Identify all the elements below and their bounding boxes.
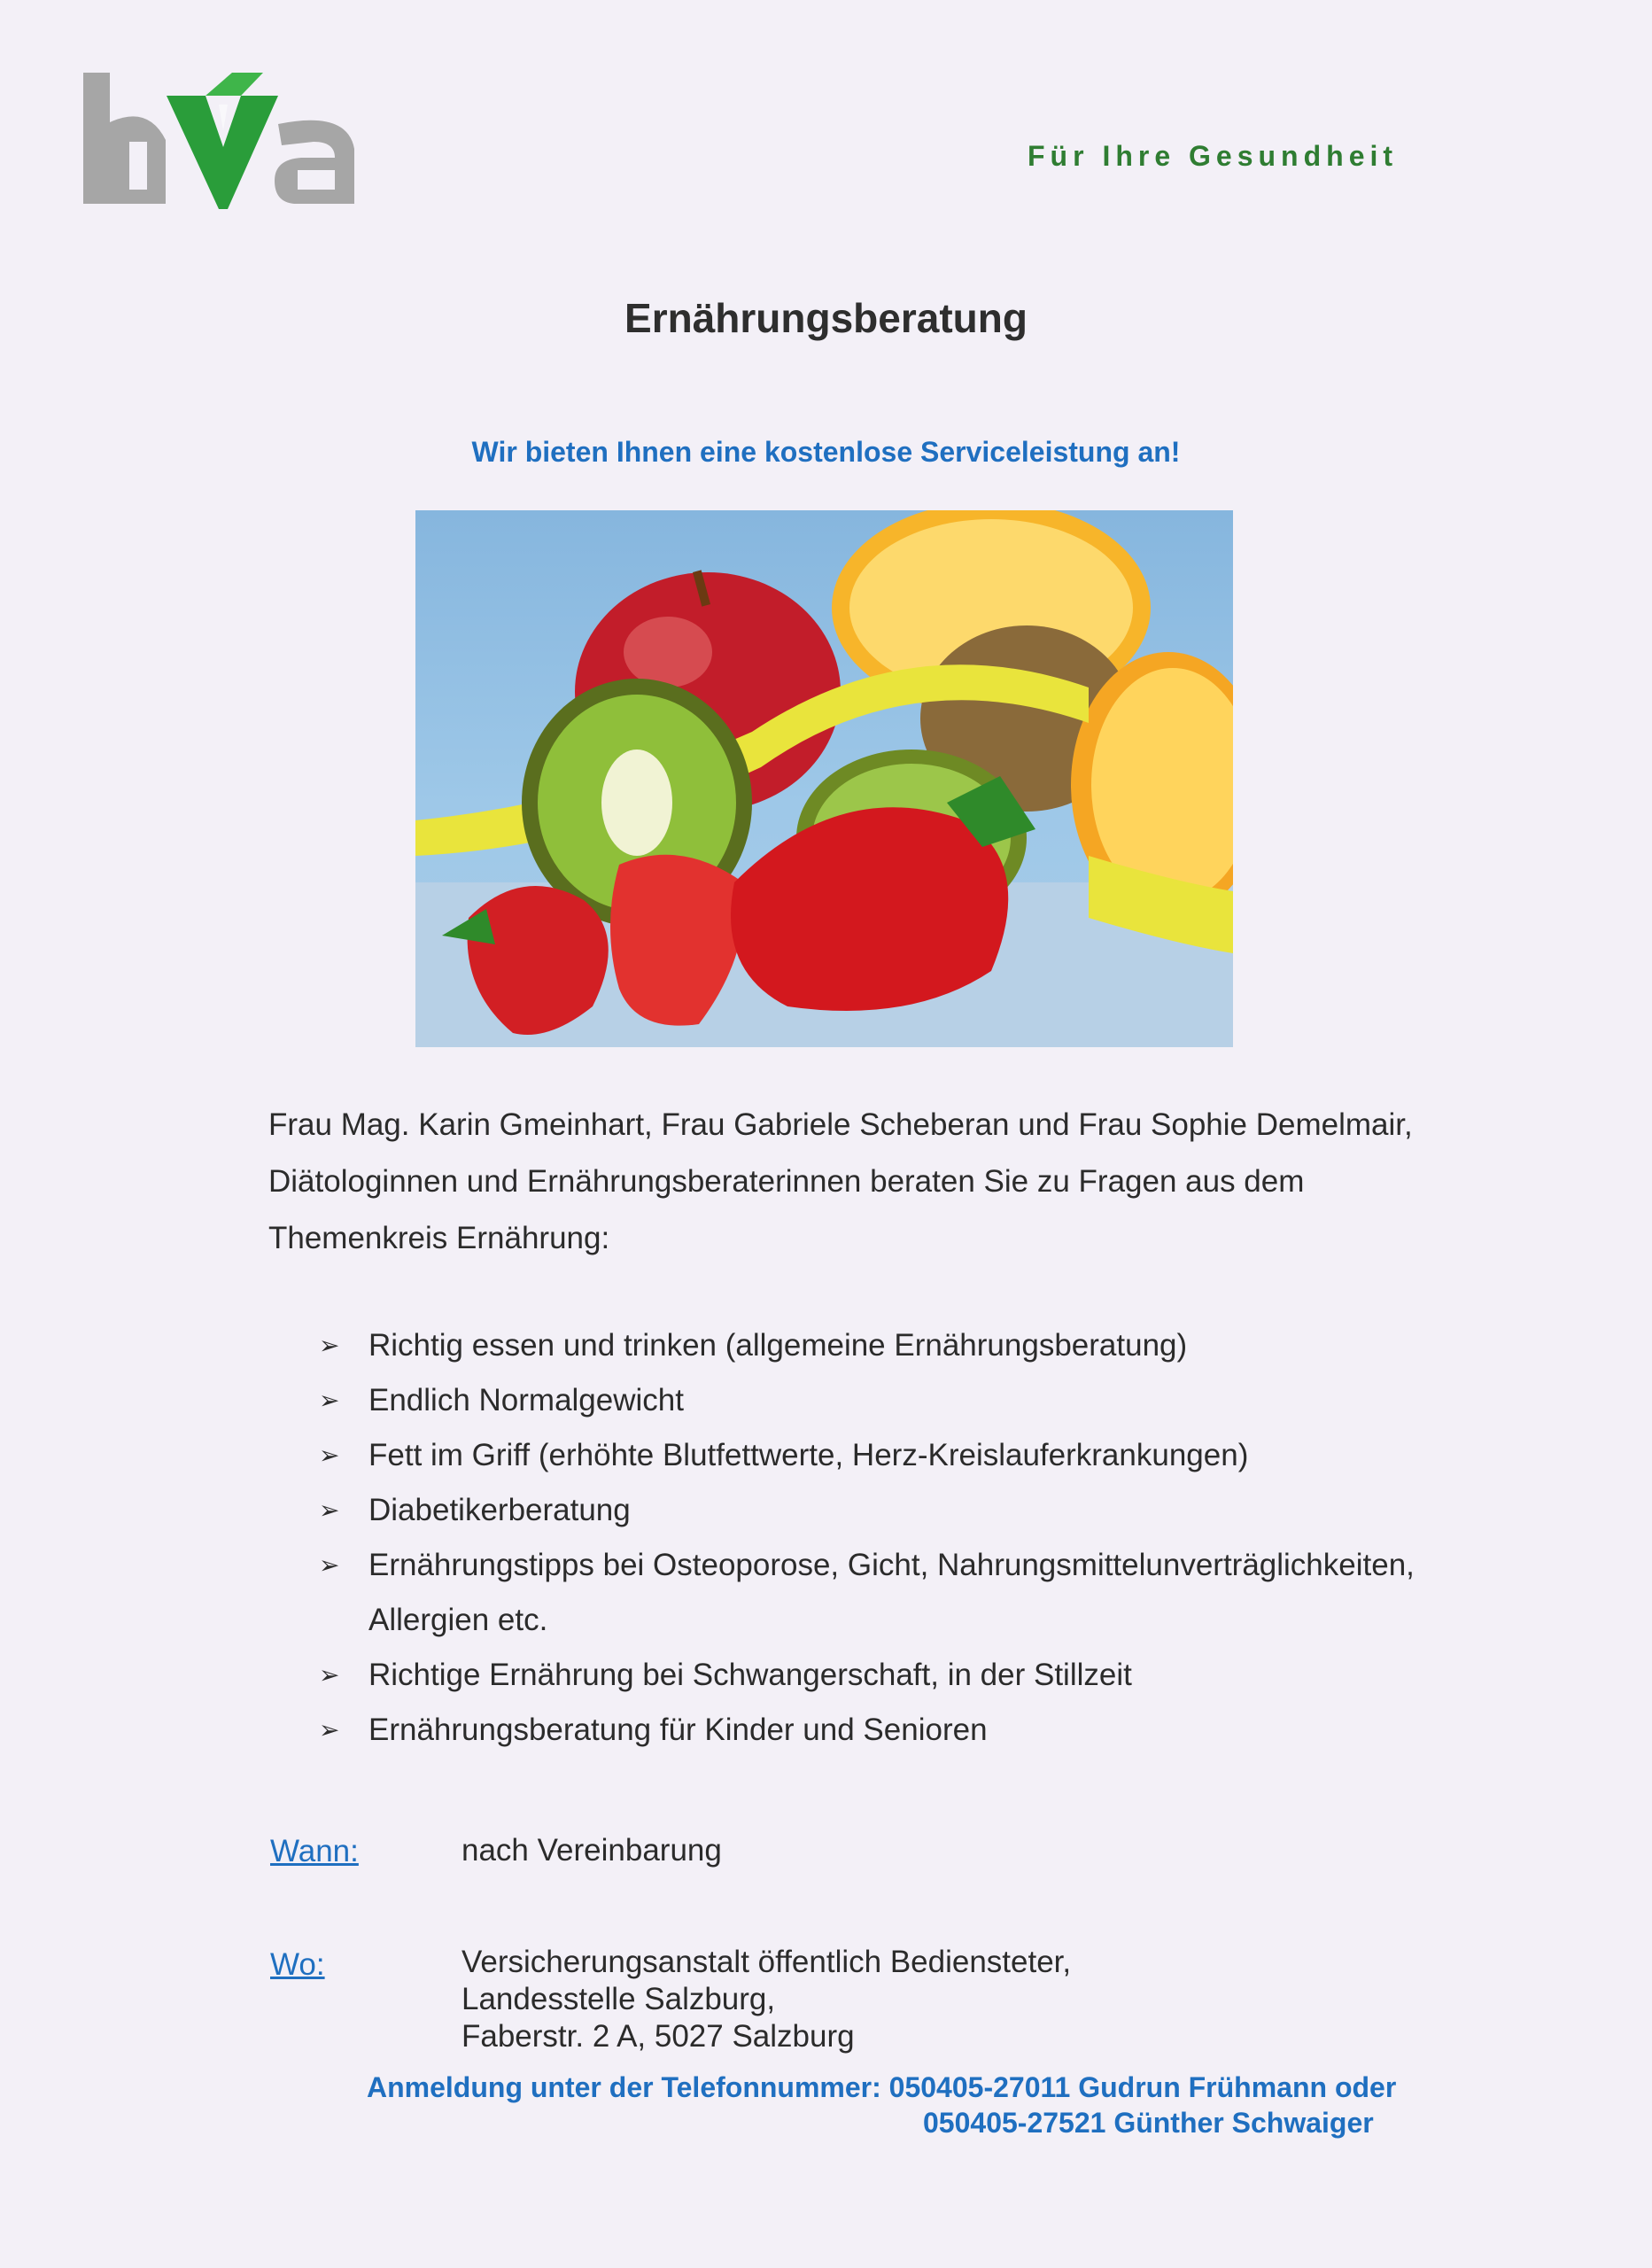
address-line: Faberstr. 2 A, 5027 Salzburg [461,2019,855,2054]
arrow-bullet-icon: ➢ [319,1661,340,1689]
intro-line: Diätologinnen und Ernährungsberaterinnen beraten Sie zu Fragen aus dem [268,1164,1305,1199]
list-item-text: Endlich Normalgewicht [368,1383,684,1418]
list-item [319,1318,1524,1373]
when-value: nach Vereinbarung [461,1833,722,1868]
list-item-text: Richtig essen und trinken (allgemeine Ernährungsberatung) [368,1328,1188,1363]
arrow-bullet-icon: ➢ [319,1441,340,1469]
registration-line: 050405-27521 Günther Schwaiger [923,2107,1374,2139]
list-item [319,1538,1524,1593]
list-item [319,1428,1524,1483]
intro-line: Frau Mag. Karin Gmeinhart, Frau Gabriele Scheberan und Frau Sophie Demelmair, [268,1107,1413,1142]
address-line: Landesstelle Salzburg, [461,1982,776,2016]
when-label: Wann: [270,1834,359,1868]
list-item-text: Diabetikerberatung [368,1493,631,1527]
arrow-bullet-icon: ➢ [319,1551,340,1579]
registration-info [367,2070,1396,2140]
address-line: Versicherungsanstalt öffentlich Bediensteter, [461,1945,1072,1979]
arrow-bullet-icon: ➢ [319,1496,340,1524]
intro-text [268,1097,1509,1267]
page-title: Ernährungsberatung [624,295,1028,341]
registration-line: Anmeldung unter der Telefonnummer: 050405-27011 Gudrun Frühmann oder [367,2071,1397,2103]
where-label: Wo: [270,1947,325,1982]
topics-list [319,1318,1524,1758]
bva-logo [81,69,356,211]
list-item-text: Ernährungstipps bei Osteoporose, Gicht, Nahrungsmittelunverträglichkeiten, [368,1548,1415,1582]
arrow-bullet-icon: ➢ [319,1386,340,1414]
where-value [461,1944,1071,2055]
tagline: Für Ihre Gesundheit [1028,140,1399,172]
list-item [319,1373,1524,1428]
list-item-continuation [319,1593,1524,1648]
list-item-text: Fett im Griff (erhöhte Blutfettwerte, Herz-Kreislauferkrankungen) [368,1438,1249,1472]
arrow-bullet-icon: ➢ [319,1332,340,1359]
fruit-photo [415,510,1233,1047]
list-item [319,1703,1524,1758]
list-item-text: Richtige Ernährung bei Schwangerschaft, in der Stillzeit [368,1658,1132,1692]
subtitle: Wir bieten Ihnen eine kostenlose Serviceleistung an! [471,436,1181,468]
arrow-bullet-icon: ➢ [319,1716,340,1744]
list-item-text: Ernährungsberatung für Kinder und Senioren [368,1713,988,1747]
list-item [319,1648,1524,1703]
list-item-text: Allergien etc. [368,1603,548,1637]
list-item [319,1483,1524,1538]
intro-line: Themenkreis Ernährung: [268,1221,610,1255]
